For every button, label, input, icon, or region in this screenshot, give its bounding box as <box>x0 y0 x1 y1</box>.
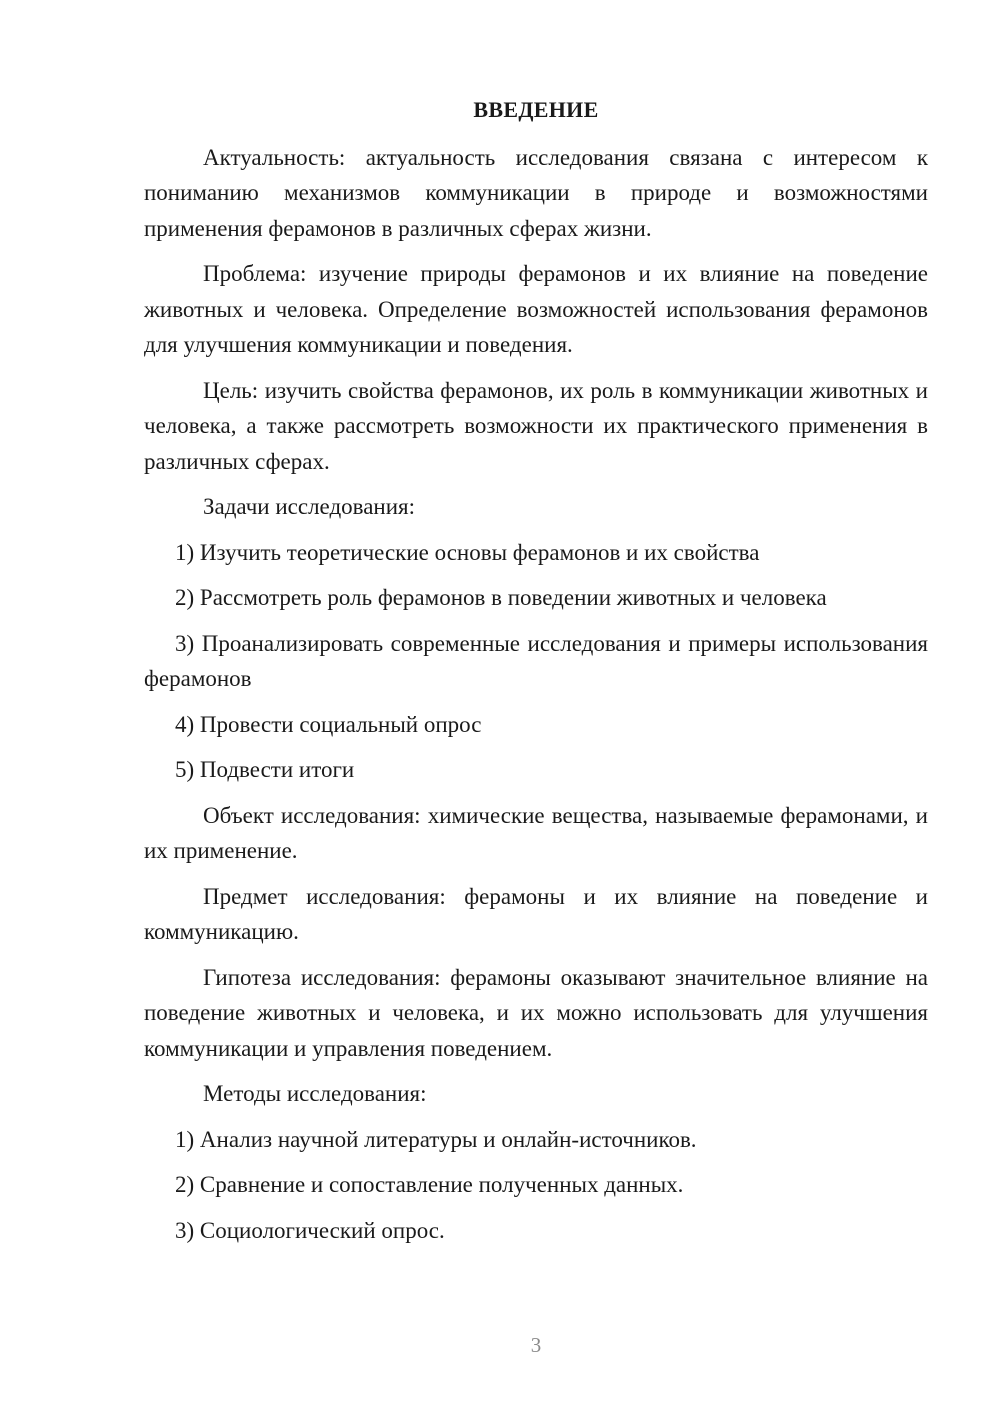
paragraph-problem: Проблема: изучение природы ферамонов и их влияние на поведение животных и человека. Определение возможностей использования ферамонов для улучшения коммуникации и поведения. <box>144 261 928 357</box>
page-content <box>144 92 928 1258</box>
method-item-1: 1) Анализ научной литературы и онлайн-источников. <box>175 1126 697 1152</box>
task-item-1: 1) Изучить теоретические основы ферамонов и их свойства <box>175 539 760 565</box>
task-item-4: 4) Провести социальный опрос <box>175 711 482 737</box>
paragraph-hypothesis: Гипотеза исследования: ферамоны оказывают значительное влияние на поведение животных и человека, и их можно использовать для улучшения коммуникации и управления поведением. <box>144 964 928 1061</box>
paragraph-object: Объект исследования: химические вещества, называемые ферамонами, и их применение. <box>144 802 928 863</box>
task-item-3: 3) Проанализировать современные исследования и примеры использования ферамонов <box>144 630 928 691</box>
paragraph-methods-heading: Методы исследования: <box>203 1081 427 1106</box>
page-number: 3 <box>530 1333 542 1357</box>
method-item-3: 3) Социологический опрос. <box>175 1217 445 1243</box>
paragraph-tasks-heading: Задачи исследования: <box>203 494 416 519</box>
paragraph-subject: Предмет исследования: ферамоны и их влияние на поведение и коммуникацию. <box>144 883 928 944</box>
method-item-2: 2) Сравнение и сопоставление полученных данных. <box>175 1172 684 1197</box>
task-item-2: 2) Рассмотреть роль ферамонов в поведении животных и человека <box>175 585 827 610</box>
paragraph-relevance: Актуальность: актуальность исследования связана с интересом к пониманию механизмов коммуникации в природе и возможностями применения ферамонов в различных сферах жизни. <box>144 144 928 241</box>
paragraph-goal: Цель: изучить свойства ферамонов, их роль в коммуникации животных и человека, а также рассмотреть возможности их практического применения в различных сферах. <box>144 377 928 474</box>
task-item-5: 5) Подвести итоги <box>175 757 355 782</box>
section-heading: ВВЕДЕНИЕ <box>473 97 599 122</box>
